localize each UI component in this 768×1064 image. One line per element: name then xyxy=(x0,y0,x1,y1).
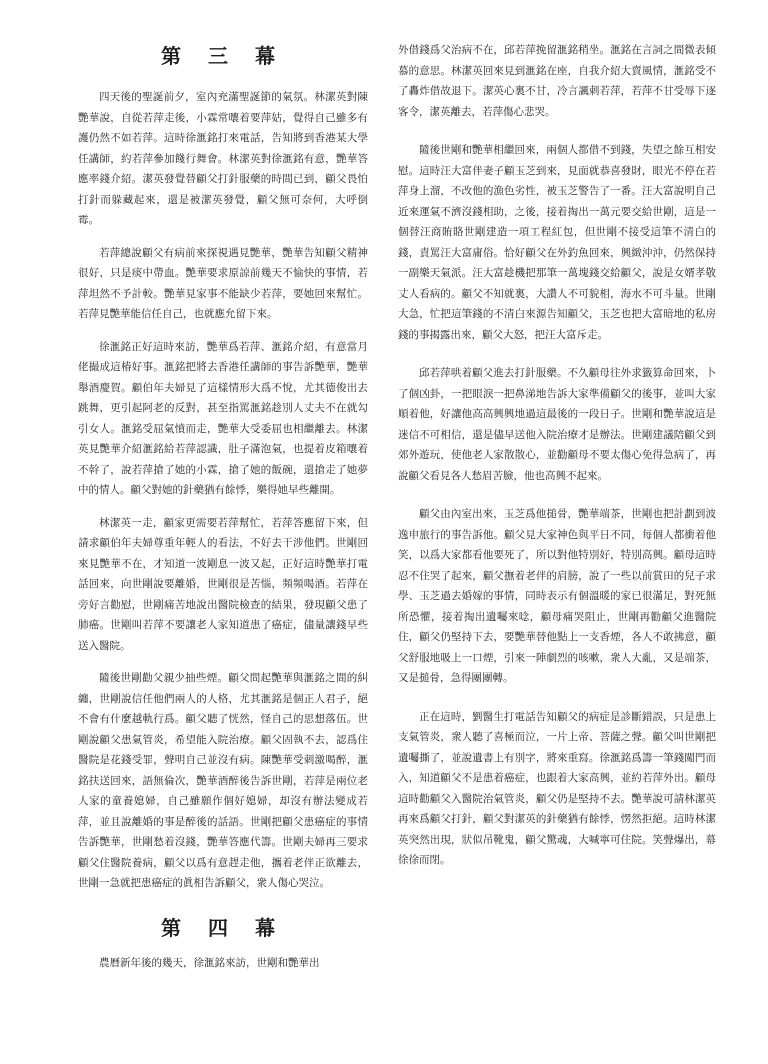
synopsis-paragraph: 顧父由內室出來，玉芝爲他搥骨，艷華端茶，世剛也把計劃到波逸申旅行的事告訴他。顧父見大家神色與平日不同，每個人都衝着他笑，以爲大家都看他要死了，所以對他特別好，特別高興。顧母這時忍不住哭了起來，顧父撫着老伴的肩膀，說了一些以前賞田的兒子求學、玉芝過去婚嫁的事情，同時表示有個溫暖的家已很滿足，對死無所恐懼，接着掏出遺囑來唸，顧母痛哭阻止，世剛再勸顧父進醫院住，顧父仍堅持下去，要艷華替他點上一支香煙，各人不敢拂意，顧父舒服地吸上一口煙，引來一陣劇烈的咳嗽，衆人大亂，又是端茶，又是搥骨，急得團團轉。 xyxy=(398,508,716,684)
synopsis-paragraph: 外借錢爲父治病不在，邱若萍挽留滙銘稍坐。滙銘在言詞之間微表傾慕的意思。林潔英回來見到滙銘在座，自我介紹大賣風情，滙銘受不了轟炸借故退下。潔英心裏不甘，冷言諷刺若萍，若萍不甘受辱下逐客令，潔英離去，若萍傷心悲哭。 xyxy=(398,44,716,118)
spacer xyxy=(398,689,716,707)
spacer xyxy=(398,486,716,504)
synopsis-paragraph: 農曆新年後的幾天，徐滙銘來訪，世剛和艷華出 xyxy=(99,956,320,969)
synopsis-paragraph: 徐滙銘正好這時來訪，艷華爲若萍、滙銘介紹，有意當月佬撮成這椿好事。滙銘把將去香港任講師的事告訴艷華，艷華舉酒慶賀。顧伯年夫婦見了這樣情形大爲不悅，尤其德俊出去跳舞，更引起阿老的反對，甚至指罵滙銘趁別人丈夫不在就勾引女人。滙銘受屈氣憤而走，艷華大受委屈也相繼離去。林潔英見艷華介紹滙銘給若萍認識，肚子滿泡氣，也提着皮箱嚷着不幹了，說若萍搶了她的小霖，搶了她的飯碗，還搶走了她夢中的情人。顧父對她的針藥猶有餘悸，樂得她早些離開。 xyxy=(78,340,368,496)
spacer xyxy=(78,325,368,337)
synopsis-paragraph: 若萍總說顧父有病前來探視遇見艷華，艷華告知顧父精神很好，只是痰中帶血。艷華要求原諒前幾天不愉快的事情，若萍坦然不予計較。艷華見家事不能缺少若萍，要她回來幫忙。若萍見艷華能信任自己，也就應允留下來。 xyxy=(78,246,368,320)
spacer xyxy=(78,501,368,513)
synopsis-paragraph: 正在這時，劉醫生打電話告知顧父的病症是診斷錯誤，只是患上支氣管炎，衆人聽了喜極而泣，一片上帝、菩薩之聲。顧父叫世剛把遺囑撕了，並說遺書上有別字，將來重寫。徐滙銘爲籌一筆錢闖門而入，知道顧父不是患着癌症，也跟着大家高興，並約若萍外出。顧母這時勸顧父入醫院治氣管炎，顧父仍是堅持不去。艷華說可請林潔英再來爲顧父打針，顧父對潔英的針藥猶有餘悸，愣然拒絕。這時林潔英突然出現，狀似吊靴鬼，顧父驚魂，大喊寧可住院。笑聲爆出，幕徐徐而閉。 xyxy=(398,710,716,866)
spacer xyxy=(78,656,368,668)
right-column xyxy=(398,40,716,871)
synopsis-paragraph: 林潔英一走，顧家更需要若萍幫忙，若萍答應留下來，但請求顧伯年夫婦尊重年輕人的看法，不好去干涉他們。世剛回來見艷華不在，才知道一波剛息一波又起，正好這時艷華打電話回來，向世剛說要離婚，世剛很是苦惱，頻頻喝酒。若萍在旁好言勸慰，世剛痛苦地說出醫院檢查的結果，發現顧父患了肺癌。世剛叫若萍不要讓老人家知道患了癌症，儘量讓錢早些送入醫院。 xyxy=(78,516,368,652)
spacer xyxy=(78,231,368,243)
act-three-heading: 第 三 幕 xyxy=(161,44,285,68)
spacer xyxy=(398,345,716,363)
synopsis-paragraph: 隨後世剛勸父親少抽些煙。顧父問起艷華與滙銘之間的糾纏，世剛說信任他們兩人的人格，尤其滙銘是個正人君子，絕不會有什麼越軌行爲。顧父聽了恍然，怪自己的思想落伍。世剛說顧父患氣管炎，希望能入院治療。顧父固執不去，認爲住醫院是花錢受罪，聲明自己並沒有病。陳艷華受刺激喝醉，滙銘扶送回來，語無倫次，艷華酒醉後告訴世剛，若萍是兩位老人家的童養媳婦，自己雖願作個好媳婦，却沒有辦法變成若萍，並且說離婚的事是醉後的話語。世剛把顧父患癌症的事情告訴艷華，世剛愁着沒錢，艷華答應代籌。世剛夫婦再三要求顧父住醫院養病，顧父以爲有意趕走他，攜着老伴正欲離去，世剛一急就把患癌症的眞相告訴顧父，衆人傷心哭泣。 xyxy=(78,672,368,889)
synopsis-paragraph: 邱若萍哄着顧父進去打針服藥。不久顧母往外求籤算命回來，卜了個凶卦，一把眼淚一把鼻涕地告訴大家準備顧父的後事，並叫大家順着他，好讓他高高興興地過這最後的一段日子。世剛和艷華說這是迷信不可相信，還是儘早送他入院治療才是辦法。世剛建議陪顧父到郊外遊玩，使他老人家散散心，並勸顧母不要太傷心免得急病了，再說顧父看見各人愁眉苦臉，他也高興不起來。 xyxy=(398,367,716,482)
spacer xyxy=(78,941,368,953)
synopsis-paragraph: 四天後的聖誕前夕，室內充滿聖誕節的氣氛。林潔英對陳艷華說，自從若萍走後，小霖常嚷着要萍姑，覺得自己雖多有護仍然不如若萍。這時徐滙銘打來電話，告知將到香港某大學任講師，約若萍參加餞行舞會。林潔英對徐滙銘有意，艷華答應率錢介紹。潔英發覺替顧父打針服藥的時間已到，顧父畏怕打針而躲藏起來，還是被潔英發覺，顧父無可奈何，大呼倒霉。 xyxy=(78,91,368,226)
left-column xyxy=(78,40,368,973)
spacer xyxy=(78,894,368,912)
synopsis-paragraph: 隨後世剛和艷華相繼回來，兩個人都借不到錢，失望之餘互相安慰。這時汪大富伴妻子顧玉芝到來，見面就恭喜發財，眼光不停在若萍身上溜，不改他的漁色劣性，被玉芝警告了一番。汪大富說明自己近來運氣不濟沒錢相助，之後，接着掏出一萬元要交給世剛，這是一個替汪商賄賂世剛建造一項工程紅包，但世剛不接受這筆不清白的錢，責罵汪大富庸俗。恰好顧父在外釣魚回來，興緻沖沖，仍然保持一副樂天氣派。汪大富趁機把那筆一萬塊錢交給顧父，說是女婿孝敬丈人看病的。顧父不知就裏，大讚人不可貌相，海水不可斗量。世剛大急，忙把這筆錢的不清白來源告知顧父，玉芝也把大富暗地的私房錢的事揭露出來，顧父大怒，把汪大富斥走。 xyxy=(398,144,716,341)
spacer xyxy=(78,69,368,87)
act-four-heading: 第 四 幕 xyxy=(161,915,285,940)
spacer xyxy=(398,122,716,140)
